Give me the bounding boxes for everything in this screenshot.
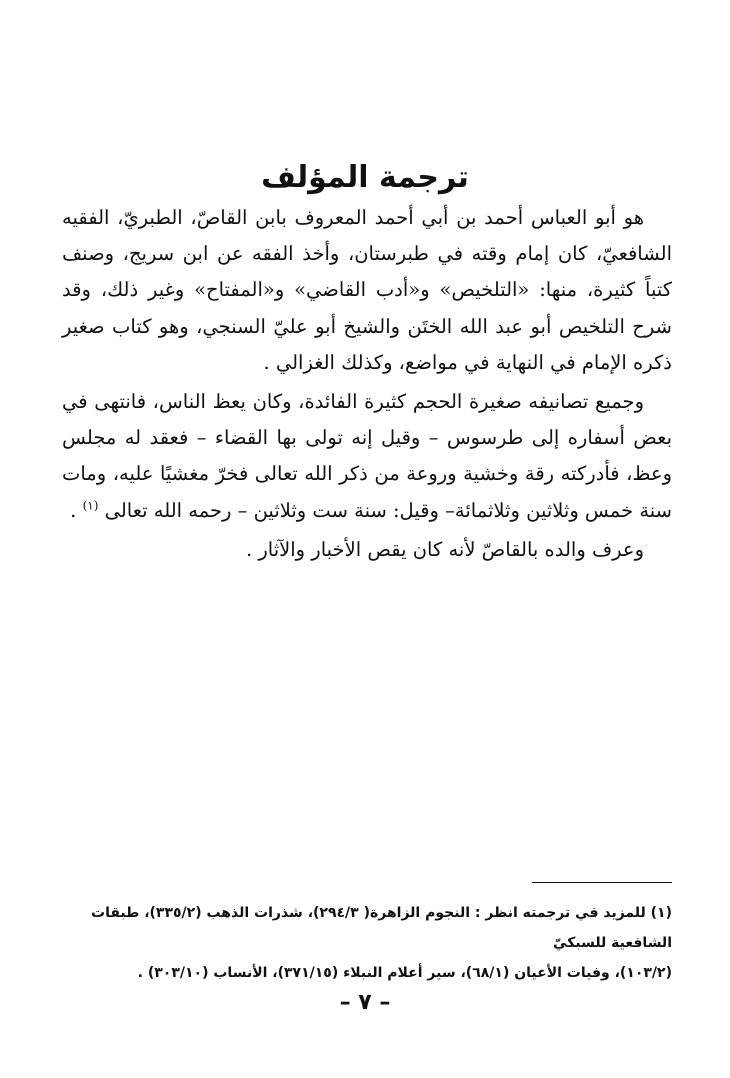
- paragraph-3: وعرف والده بالقاصّ لأنه كان يقص الأخبار والآثار .: [245, 537, 644, 561]
- footnote-line-2: (١٠٣/٢)، وفيات الأعيان (٦٨/١)، سير أعلام النبلاء (٣٧١/١٥)، الأنساب (٣٠٣/١٠) .: [137, 965, 672, 981]
- main-text: [62, 200, 672, 568]
- paragraph-2-text: وجميع تصانيفه صغيرة الحجم كثيرة الفائدة، وكان يعظ الناس، فانتهى في بعض أسفاره إلى طرسوس – وقيل إنه تولى بها القضاء – فعقد له مجلس وعظ، فأدركته رقة وخشية وروعة من ذكر الله تعالى فخرّ مغشيًا عليه، ومات سنة خمس وثلاثين وثلاثمائة– وقيل: سنة ست وثلاثين – رحمه الله تعالى: [62, 390, 672, 522]
- paragraph-2: [62, 384, 672, 529]
- footnote-line-1: (١) للمزيد في ترجمته انظر : النجوم الزاهرة( ٢٩٤/٣)، شذرات الذهب (٣٣٥/٢)، طبقات الشافعية للسبكيّ: [91, 905, 672, 951]
- paragraph-2-end: .: [70, 498, 83, 522]
- page-number: – ٧ –: [339, 990, 391, 1015]
- paragraph-1: هو أبو العباس أحمد بن أبي أحمد المعروف بابن القاصّ، الطبريّ، الفقيه الشافعيّ، كان إمام وقته في طبرستان، وأخذ الفقه عن ابن سريج، وصنف كتباً كثيرة، منها: «التلخيص» و«أدب القاضي» و«المفتاح» وغير ذلك، وقد شرح التلخيص أبو عبد الله الختَن والشيخ أبو عليّ السنجي، وهو كتاب صغير ذكره الإمام في النهاية في مواضع، وكذلك الغزالي .: [62, 206, 672, 374]
- footnote-divider: [532, 882, 672, 883]
- footnotes: [64, 898, 672, 988]
- page-title: ترجمة المؤلف: [261, 160, 469, 195]
- footnote-reference: (١): [82, 498, 99, 513]
